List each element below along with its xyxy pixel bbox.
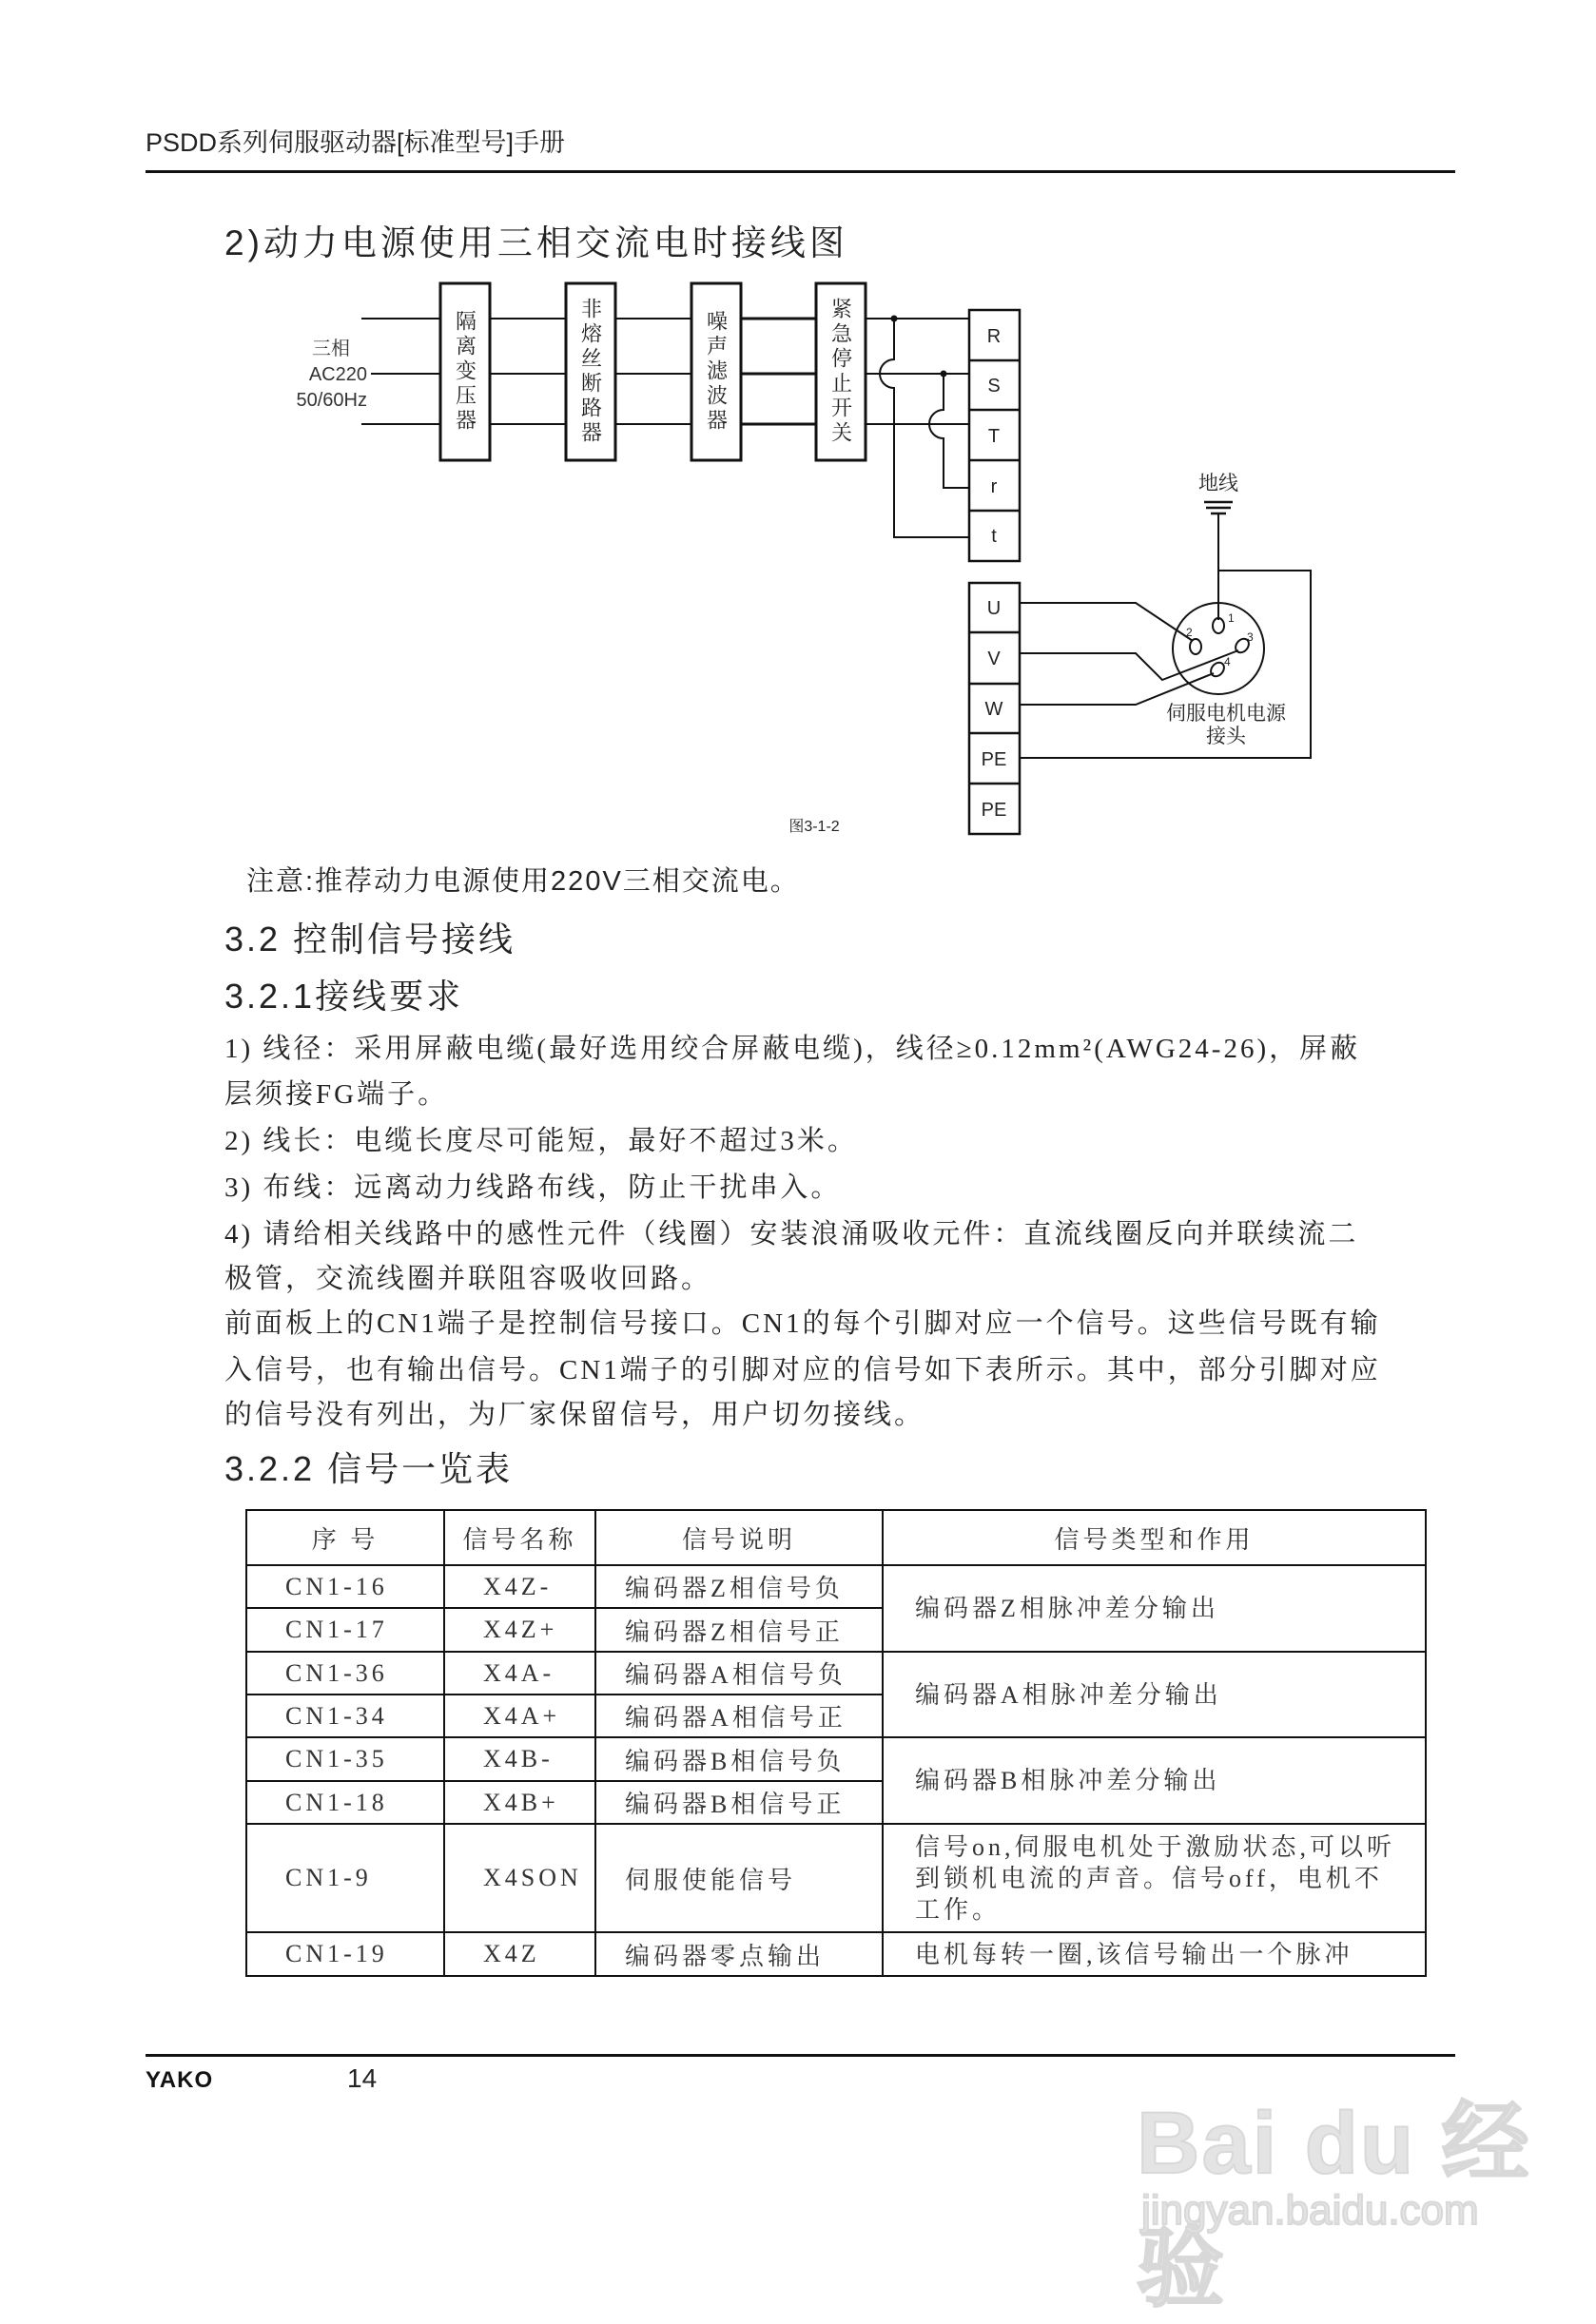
cell-desc: 伺服使能信号 [595,1824,883,1932]
pin-1-label: 1 [1228,611,1235,625]
note: 注意:推荐动力电源使用220V三相交流电。 [246,866,800,897]
signal-table [245,1509,1427,1977]
cell-type: 电机每转一圈,该信号输出一个脉冲 [883,1932,1426,1976]
wire-u [1020,603,1193,641]
cell-pin: CN1-19 [246,1932,444,1976]
input-label-frequency: 50/60Hz [296,390,367,411]
cell-desc: 编码器B相信号负 [595,1737,883,1781]
wiring-diagram [0,0,1596,856]
cell-desc: 编码器B相信号正 [595,1781,883,1824]
cell-desc: 编码器Z相信号正 [595,1608,883,1652]
terminal-t: t [991,526,997,547]
box-label-emergency-stop: 紧急停止开关 [828,298,853,446]
body-line: 3) 布线：远离动力线路布线，防止干扰串入。 [224,1172,842,1203]
terminal-PE-1: PE [981,749,1007,770]
cell-type: 信号on,伺服电机处于激励状态,可以听到锁机电流的声音。信号off，电机不工作。 [883,1824,1426,1932]
cell-pin: CN1-18 [246,1781,444,1824]
body-line: 极管，交流线圈并联阻容吸收回路。 [224,1264,712,1294]
cell-pin: CN1-16 [246,1565,444,1608]
section-3-2-1-heading: 3.2.1接线要求 [224,977,464,1016]
table-row [246,1737,1426,1781]
cell-pin: CN1-34 [246,1695,444,1737]
pe-wire [1020,571,1311,758]
cell-signal: X4A+ [444,1695,595,1737]
cell-pin: CN1-17 [246,1608,444,1652]
terminal-U: U [986,598,1002,619]
header-pin: 序 号 [246,1510,444,1565]
header-signal-desc: 信号说明 [595,1510,883,1565]
cell-type: 编码器A相脉冲差分输出 [883,1652,1426,1737]
table-row [246,1565,1426,1608]
cell-desc: 编码器零点输出 [595,1932,883,1976]
terminal-W: W [984,699,1003,720]
figure-caption: 图3-1-2 [788,819,840,835]
cell-type: 编码器Z相脉冲差分输出 [883,1565,1426,1652]
terminal-r: r [990,476,998,497]
pin-2-label: 2 [1186,626,1193,639]
cell-signal: X4A- [444,1652,595,1695]
junction-dot [891,316,898,322]
cell-signal: X4SON [444,1824,595,1932]
table-row [246,1824,1426,1932]
header-title: PSDD系列伺服驱动器[标准型号]手册 [146,128,566,157]
header-signal-type: 信号类型和作用 [883,1510,1426,1565]
terminal-R: R [986,326,1002,347]
header-signal-name: 信号名称 [444,1510,595,1565]
ground-label: 地线 [1198,473,1238,494]
body-line: 层须接FG端子。 [224,1079,449,1110]
table-row [246,1652,1426,1695]
body-line: 2) 线长：电缆长度尽可能短，最好不超过3米。 [224,1126,858,1156]
body-line: 4) 请给相关线路中的感性元件（线圈）安装浪涌吸收元件：直流线圈反向并联续流二 [224,1219,1359,1249]
section-3-2-heading: 3.2 控制信号接线 [224,920,516,959]
table-header-row [246,1510,1426,1565]
cell-pin: CN1-9 [246,1824,444,1932]
cell-signal: X4Z+ [444,1608,595,1652]
terminal-T: T [987,426,1001,447]
control-line-t [880,319,969,537]
cell-desc: 编码器Z相信号负 [595,1565,883,1608]
cell-signal: X4B- [444,1737,595,1781]
body-line: 入信号，也有输出信号。CN1端子的引脚对应的信号如下表所示。其中，部分引脚对应 [224,1355,1381,1385]
cell-type: 编码器B相脉冲差分输出 [883,1737,1426,1824]
filter-to-switch-lines [741,319,816,424]
box-label-isolation-transformer: 隔离变压器 [453,310,477,434]
cell-desc: 编码器A相信号正 [595,1695,883,1737]
input-label-voltage: AC220 [308,364,367,385]
connector-label-2: 接头 [1206,726,1246,747]
watermark-url: jingyan.baidu.com [1141,2187,1479,2234]
cell-desc: 编码器A相信号负 [595,1652,883,1695]
watermark-logo: Bai du 经验 [1137,2095,1531,2317]
box-label-noise-filter: 噪声滤波器 [704,310,729,434]
ground-icon [1204,502,1233,513]
pin-1 [1213,618,1224,633]
control-line-r [929,374,969,488]
terminal-PE-2: PE [981,800,1007,821]
section-3-2-2-heading: 3.2.2 信号一览表 [224,1449,514,1488]
input-label-phase: 三相 [312,339,350,359]
cell-pin: CN1-36 [246,1652,444,1695]
junction-dot [941,371,947,378]
connector-label-1: 伺服电机电源 [1166,703,1286,725]
table-row [246,1932,1426,1976]
body-line: 1) 线径：采用屏蔽电缆(最好选用绞合屏蔽电缆)，线径≥0.12mm²(AWG24-26)，屏蔽 [224,1034,1361,1064]
section-title: 2)动力电源使用三相交流电时接线图 [224,223,848,262]
cell-signal: X4Z- [444,1565,595,1608]
power-lines [866,319,969,424]
body-line: 的信号没有列出，为厂家保留信号，用户切勿接线。 [224,1400,925,1430]
cell-signal: X4B+ [444,1781,595,1824]
terminal-V: V [987,649,1001,669]
page-number: 14 [347,2063,378,2093]
footer-brand-logo: YAKO [146,2067,214,2093]
cell-signal: X4Z [444,1932,595,1976]
cell-pin: CN1-35 [246,1737,444,1781]
pin-3-label: 3 [1247,630,1254,644]
terminal-S: S [987,376,1001,397]
footer-rule [146,2054,1455,2057]
box-label-breaker: 非熔丝断路器 [578,298,603,446]
body-line: 前面板上的CN1端子是控制信号接口。CN1的每个引脚对应一个信号。这些信号既有输 [224,1308,1381,1339]
pin-4-label: 4 [1224,655,1231,668]
